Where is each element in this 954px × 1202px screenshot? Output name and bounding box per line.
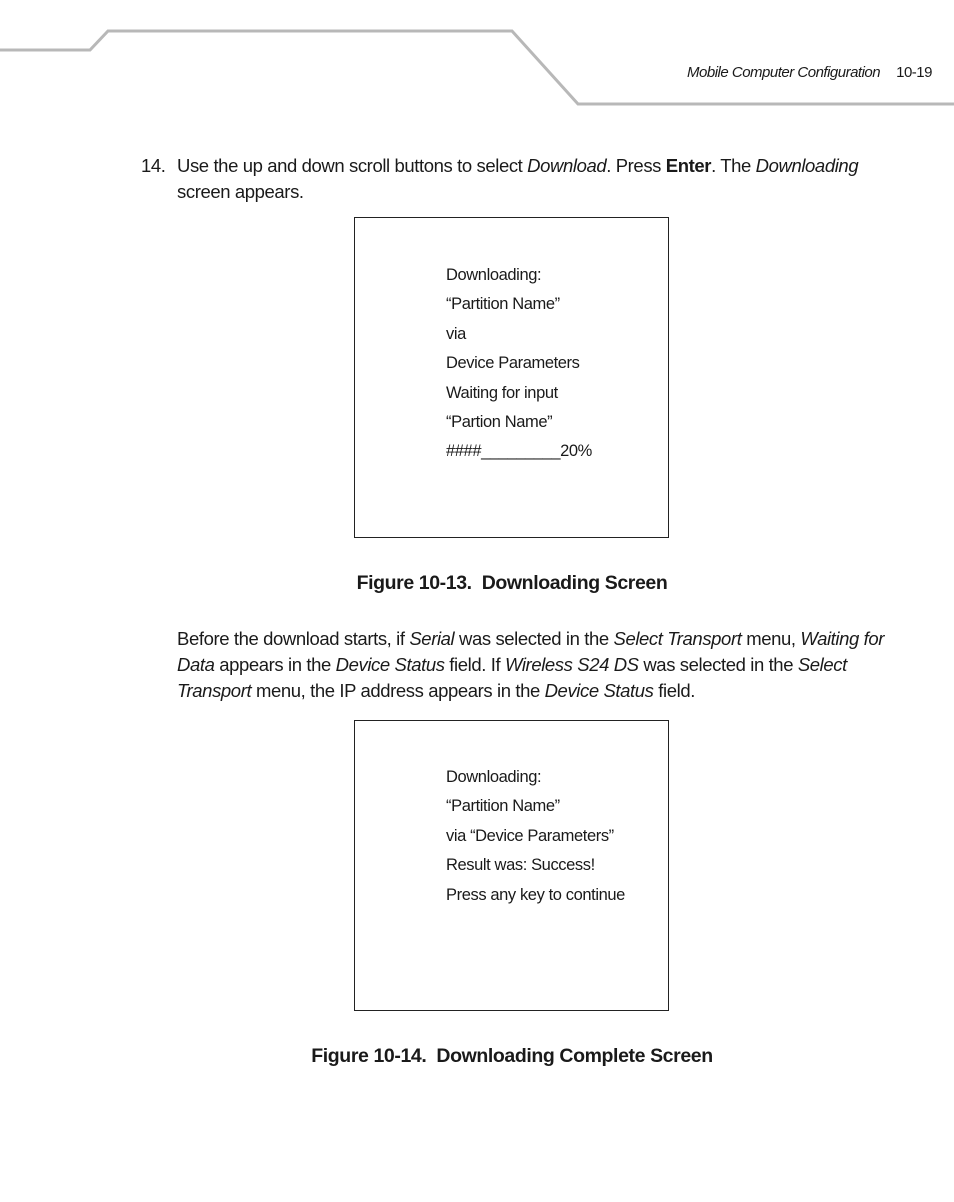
downloading-term: Downloading [755,155,859,176]
screen-text [446,763,625,910]
screen-line: Result was: Success! [446,856,595,875]
progress-line: ####_________20% [446,442,592,461]
paragraph-text: Before the download starts, if [177,628,410,649]
downloading-screen-figure [354,217,669,538]
downloading-complete-screen-figure [354,720,669,1011]
screen-line: Downloading: [446,266,542,284]
paragraph-emphasis: Wireless S24 DS [504,654,639,675]
screen-line: via [446,324,466,343]
running-header [687,64,932,81]
screen-text [446,261,592,467]
paragraph-text: was selected in the [454,628,614,649]
screen-line: via “Device Parameters” [446,826,614,845]
screen-line: “Partition Name” [446,295,560,314]
paragraph-emphasis: Select Transport [613,628,742,649]
paragraph-text: menu, [741,628,801,649]
page-number: 10-19 [896,64,932,81]
screen-line: “Partion Name” [446,413,553,432]
body-paragraph [177,626,889,704]
paragraph-emphasis: Serial [409,628,455,649]
figure-caption: Figure 10-13. Downloading Screen [356,572,668,594]
paragraph-text: was selected in the [638,654,798,675]
paragraph-text: field. If [444,654,505,675]
screen-line: Downloading: [446,768,542,786]
step-text-part: screen appears. [177,180,304,202]
screen-line: “Partition Name” [446,797,560,816]
paragraph-emphasis: Waiting for Data [177,628,885,675]
screen-line: Press any key to continue [446,885,625,904]
paragraph-text: menu, the IP address appears in the [251,680,545,701]
enter-key-term: Enter [665,155,712,176]
paragraph-emphasis: Device Status [335,654,445,675]
step-text-part: Use the up and down scroll buttons to select [177,155,528,176]
step-text [177,153,861,204]
paragraph-emphasis: Select Transport [177,654,847,701]
paragraph-text: field. [653,680,695,701]
step-text-part: . The [711,155,756,176]
download-term: Download [527,155,607,176]
step-14 [141,153,861,204]
paragraph-emphasis: Device Status [544,680,654,701]
screen-line: Device Parameters [446,354,580,373]
paragraph-text: appears in the [214,654,336,675]
step-text-part: . Press [606,155,666,176]
figure-caption: Figure 10-14. Downloading Complete Screen [311,1045,713,1067]
screen-line: Waiting for input [446,383,558,402]
section-title: Mobile Computer Configuration [687,64,881,81]
step-number: 14. [141,155,166,176]
header-rule [0,0,954,110]
